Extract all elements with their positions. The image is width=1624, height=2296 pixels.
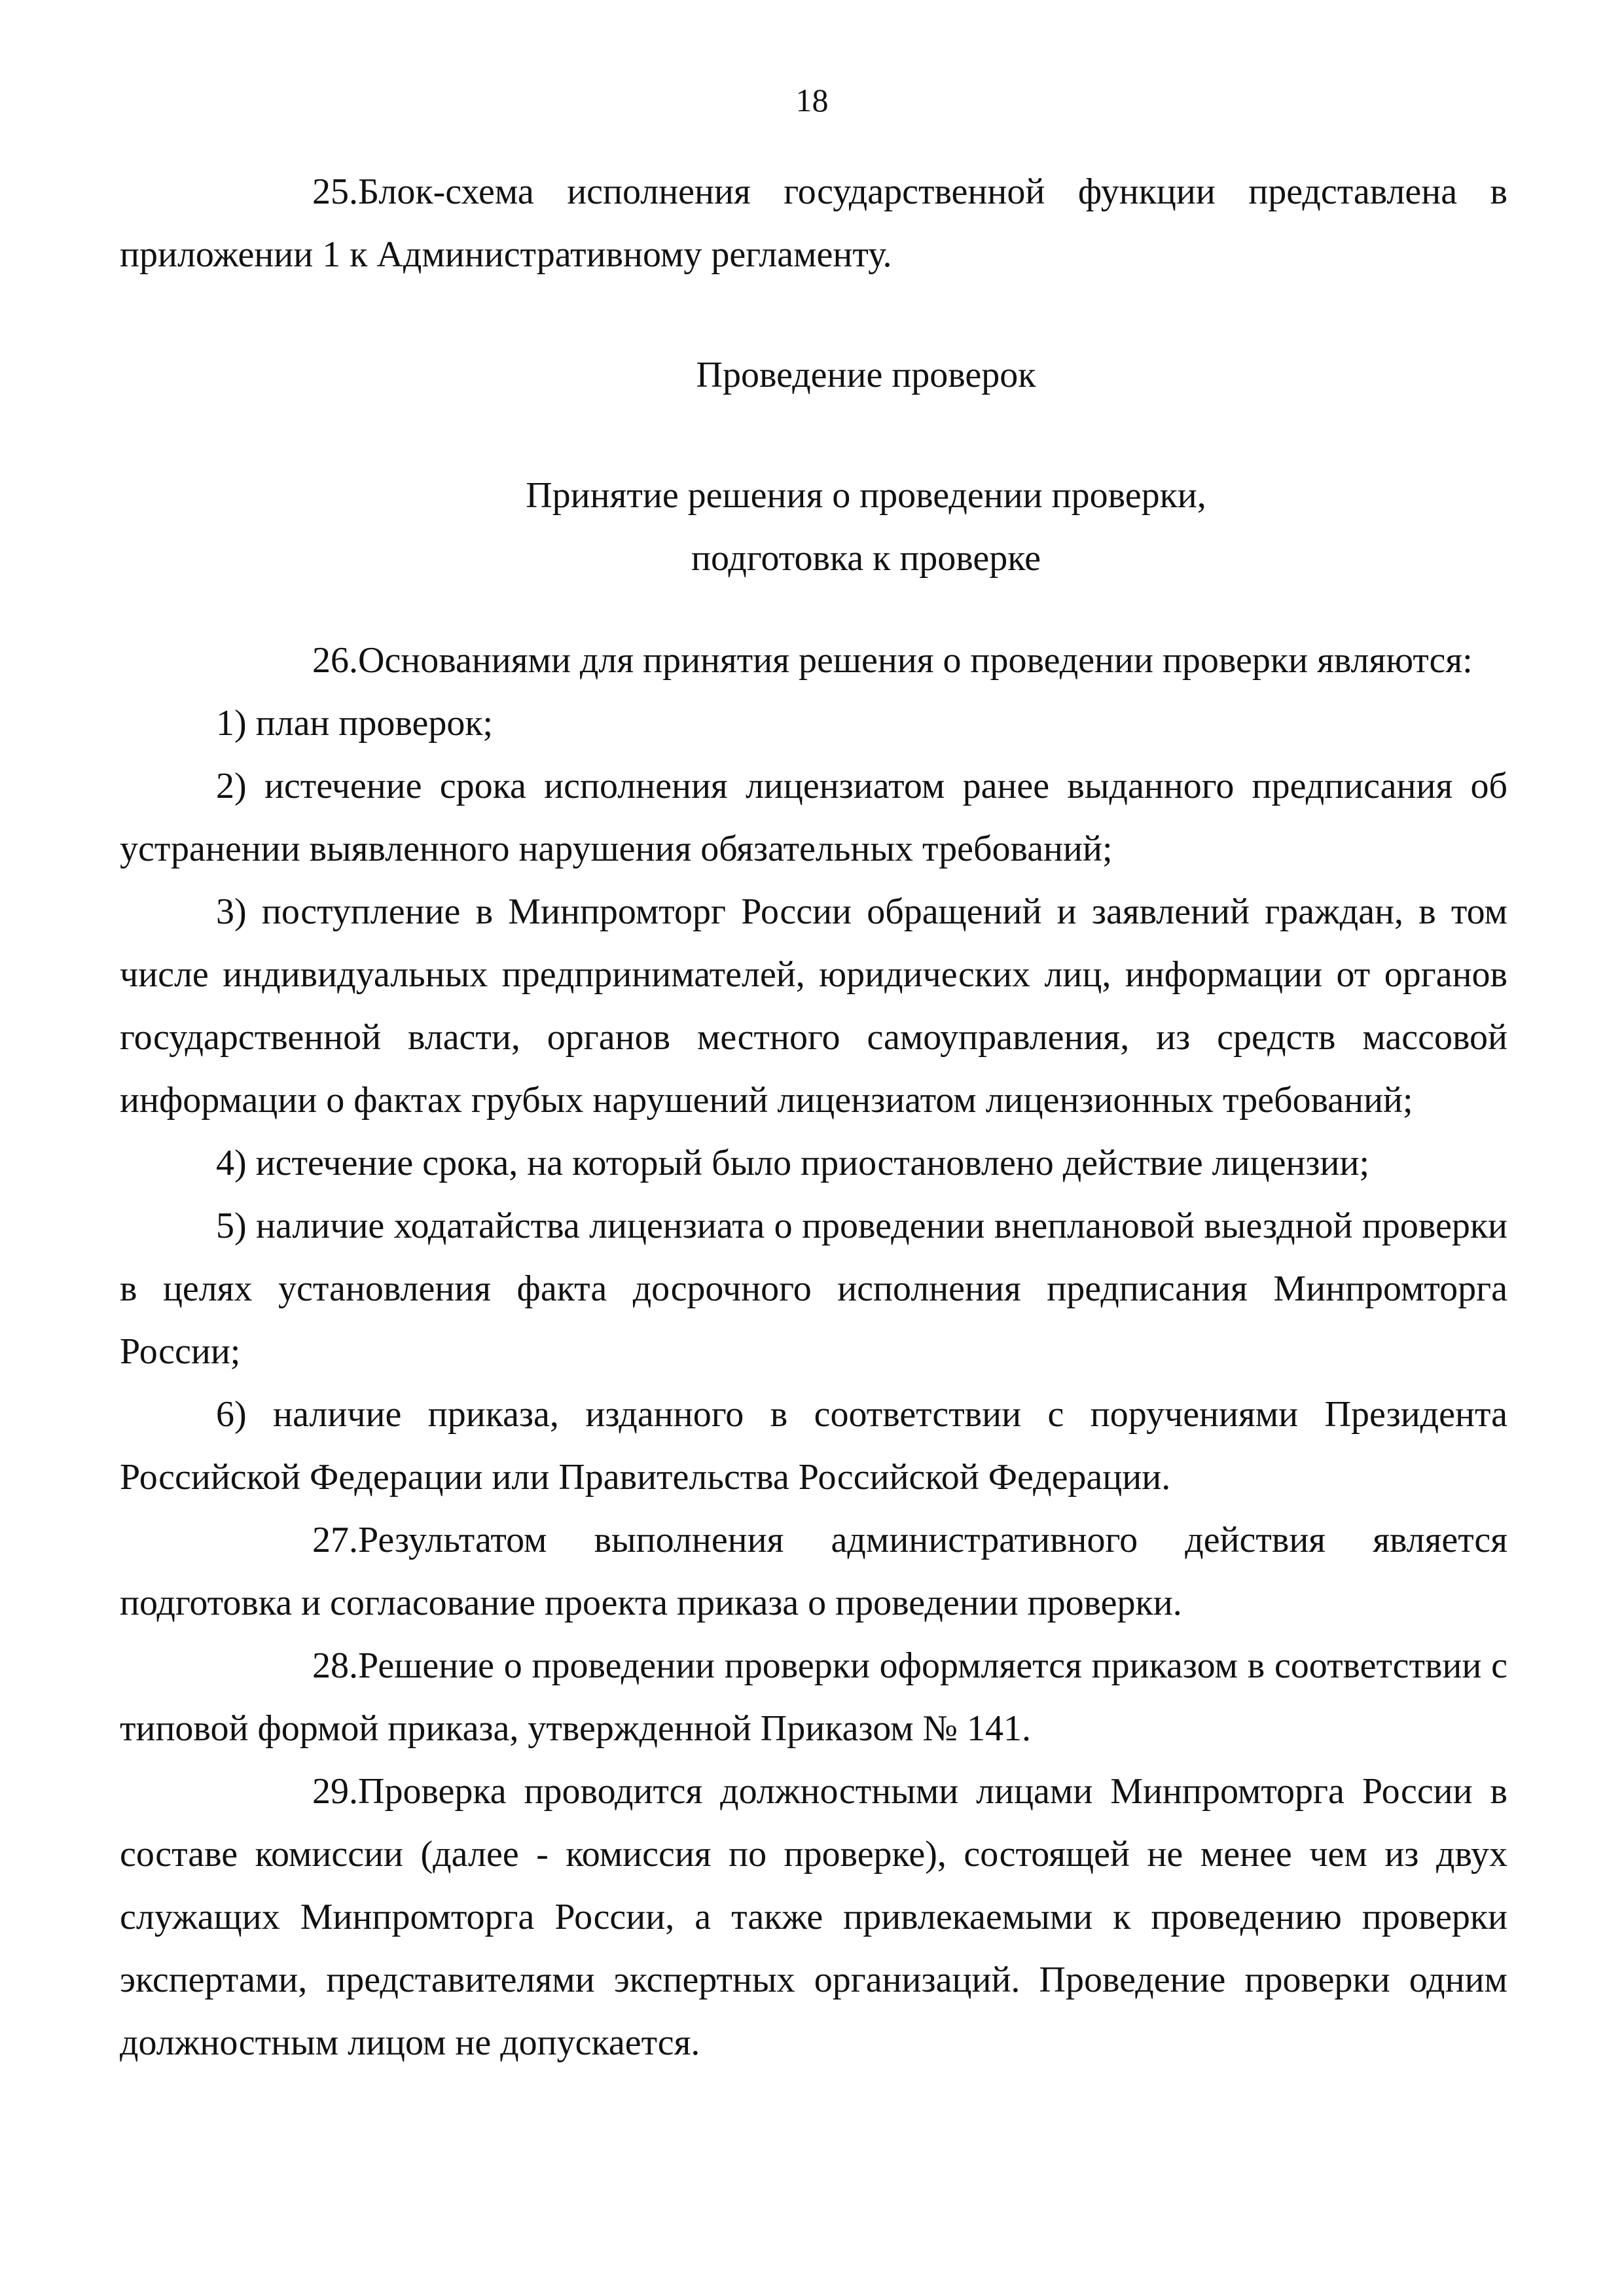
list-item: 4) истечение срока, на который было приостановлено действие лицензии; [216, 1143, 1370, 1183]
list-item: 2) истечение срока исполнения лицензиатом ранее выданного предписания об устранении выявленного нарушения обязательных требований; [120, 766, 1507, 869]
paragraph-number: 25. [312, 171, 358, 212]
list-item: 5) наличие ходатайства лицензиата о проведении внеплановой выездной проверки в целях установления факта досрочного исполнения предписания Минпромторга России; [120, 1206, 1507, 1372]
paragraph-number: 26. [312, 640, 358, 681]
list-item: 3) поступление в Минпромторг России обращений и заявлений граждан, в том числе индивидуальных предпринимателей, юридических лиц, информации от органов государственной власти, органов местного самоуправления, из средств массовой информации о фактах грубых нарушений лицензиатом лицензионных требований; [120, 891, 1507, 1121]
paragraph-28 [120, 1634, 1507, 1760]
paragraph-27 [120, 1509, 1507, 1634]
list-item: 1) план проверок; [216, 703, 494, 744]
paragraph-text: Блок-схема исполнения государственной функции представлена в приложении 1 к Административному регламенту. [120, 171, 1507, 275]
subsection-heading-line2: подготовка к проверке [691, 538, 1041, 579]
section-heading: Проведение проверок [696, 355, 1036, 395]
paragraph-number: 29. [312, 1771, 358, 1812]
paragraph-text: Основаниями для принятия решения о проведении проверки являются: [358, 640, 1473, 681]
paragraph-26 [120, 629, 1507, 692]
paragraph-text: Решение о проведении проверки оформляется приказом в соответствии с типовой формой приказа, утвержденной Приказом № 141. [120, 1645, 1507, 1749]
paragraph-25 [120, 160, 1507, 286]
page-number: 18 [795, 82, 829, 118]
list-item: 6) наличие приказа, изданного в соответствии с поручениями Президента Российской Федерации или Правительства Российской Федерации. [120, 1394, 1507, 1498]
paragraph-text: Результатом выполнения административного действия является подготовка и согласование проекта приказа о проведении проверки. [120, 1520, 1507, 1623]
document-body [120, 160, 1507, 2074]
paragraph-number: 28. [312, 1645, 358, 1686]
paragraph-number: 27. [312, 1520, 358, 1560]
paragraph-29 [120, 1760, 1507, 2074]
paragraph-text: Проверка проводится должностными лицами Минпромторга России в составе комиссии (далее - комиссия по проверке), состоящей не менее чем из двух служащих Минпромторга России, а также привлекаемыми к проведению проверки экспертами, представителями экспертных организаций. Проведение проверки одним должностным лицом не допускается. [120, 1771, 1507, 2063]
subsection-heading-line1: Принятие решения о проведении проверки, [526, 475, 1206, 516]
